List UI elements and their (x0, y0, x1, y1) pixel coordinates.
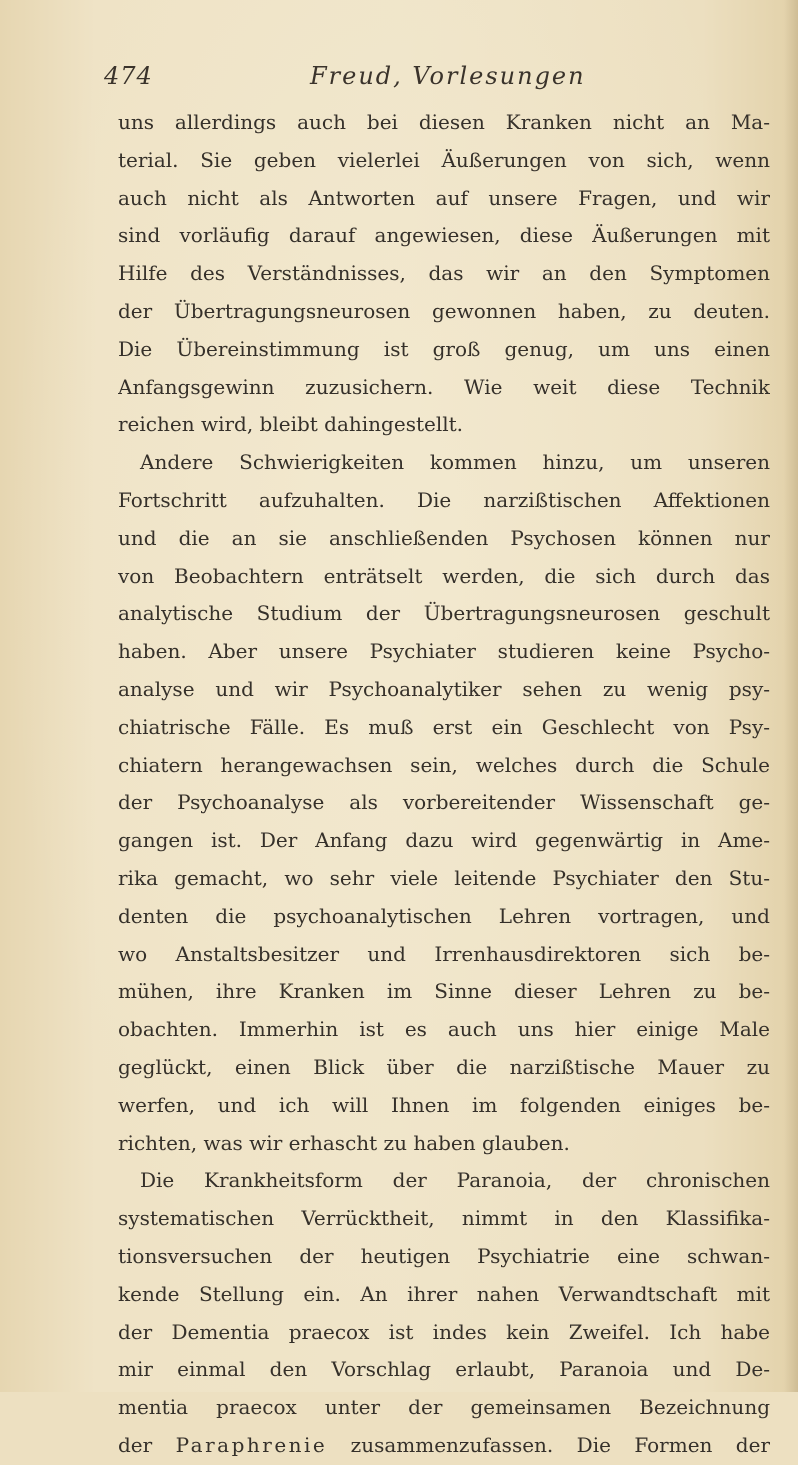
text-line-4: sind vorläufig darauf angewiesen, diese Äußerungen mit (118, 223, 770, 248)
text-line-2: terial. Sie geben vielerlei Äußerungen von sich, wenn (118, 147, 770, 172)
text-line-27: werfen, und ich will Ihnen im folgenden einiges be- (118, 1092, 770, 1117)
text-line-16: analyse und wir Psychoanalytiker sehen zu wenig psy- (118, 676, 770, 701)
text-line-8: Anfangsgewinn zuzusichern. Wie weit diese Technik (118, 374, 770, 399)
text-line-12: und die an sie anschließenden Psychosen können nur (118, 525, 770, 550)
text-line-31: tionsversuchen der heutigen Psychiatrie eine schwan- (118, 1243, 770, 1268)
text-line-13: von Beobachtern enträtselt werden, die sich durch das (118, 563, 770, 588)
text-line-20: gangen ist. Der Anfang dazu wird gegenwärtig in Ame- (118, 828, 770, 853)
page-edge-shadow (784, 0, 798, 1392)
page-number: 474 (104, 62, 153, 90)
text-line-23: wo Anstaltsbesitzer und Irrenhausdirektoren sich be- (118, 941, 770, 966)
text-line-33: der Dementia praecox ist indes kein Zweifel. Ich habe (118, 1319, 770, 1344)
text-line-10: Andere Schwierigkeiten kommen hinzu, um unseren (140, 450, 770, 475)
running-title: Freud, Vorlesungen (310, 62, 586, 90)
text-line-36 (118, 1427, 770, 1465)
text-line-17: chiatrische Fälle. Es muß erst ein Geschlecht von Psy- (118, 714, 770, 739)
text-line-32: kende Stellung ein. An ihrer nahen Verwandtschaft mit (118, 1281, 770, 1306)
text-line-26: geglückt, einen Blick über die narzißtische Mauer zu (118, 1054, 770, 1079)
text-line-36-after: zusammenzufassen. Die Formen der (327, 1432, 770, 1457)
text-line-28: richten, was wir erhascht zu haben glauben. (118, 1130, 570, 1155)
text-line-1: uns allerdings auch bei diesen Kranken nicht an Ma- (118, 110, 770, 134)
text-line-34: mir einmal den Vorschlag erlaubt, Paranoia und De- (118, 1357, 770, 1382)
text-line-15: haben. Aber unsere Psychiater studieren keine Psycho- (118, 639, 770, 664)
text-line-24: mühen, ihre Kranken im Sinne dieser Lehren zu be- (118, 979, 770, 1004)
text-line-22: denten die psychoanalytischen Lehren vortragen, und (118, 903, 770, 928)
text-line-35: mentia praecox unter der gemeinsamen Bezeichnung (118, 1395, 770, 1420)
text-line-3: auch nicht als Antworten auf unsere Fragen, und wir (118, 185, 770, 210)
text-line-6: der Übertragungsneurosen gewonnen haben, zu deuten. (118, 298, 770, 323)
text-line-21: rika gemacht, wo sehr viele leitende Psychiater den Stu- (118, 865, 770, 890)
text-line-14: analytische Studium der Übertragungsneurosen geschult (118, 601, 770, 626)
text-line-9: reichen wird, bleibt dahingestellt. (118, 412, 464, 437)
text-line-25: obachten. Immerhin ist es auch uns hier einige Male (118, 1017, 770, 1042)
text-line-19: der Psychoanalyse als vorbereitender Wissenschaft ge- (118, 790, 770, 815)
text-line-30: systematischen Verrücktheit, nimmt in den Klassifika- (118, 1206, 770, 1231)
text-line-11: Fortschritt aufzuhalten. Die narzißtischen Affektionen (118, 487, 770, 512)
text-line-18: chiatern herangewachsen sein, welches durch die Schule (118, 752, 770, 777)
text-line-29: Die Krankheitsform der Paranoia, der chronischen (140, 1168, 770, 1193)
page-header (104, 62, 664, 98)
emphasized-term: Paraphrenie (175, 1432, 328, 1457)
body-text (118, 104, 770, 1465)
text-line-7: Die Übereinstimmung ist groß genug, um uns einen (118, 336, 770, 361)
text-line-36-before: der (118, 1432, 176, 1457)
text-line-5: Hilfe des Verständnisses, das wir an den Symptomen (118, 261, 770, 286)
